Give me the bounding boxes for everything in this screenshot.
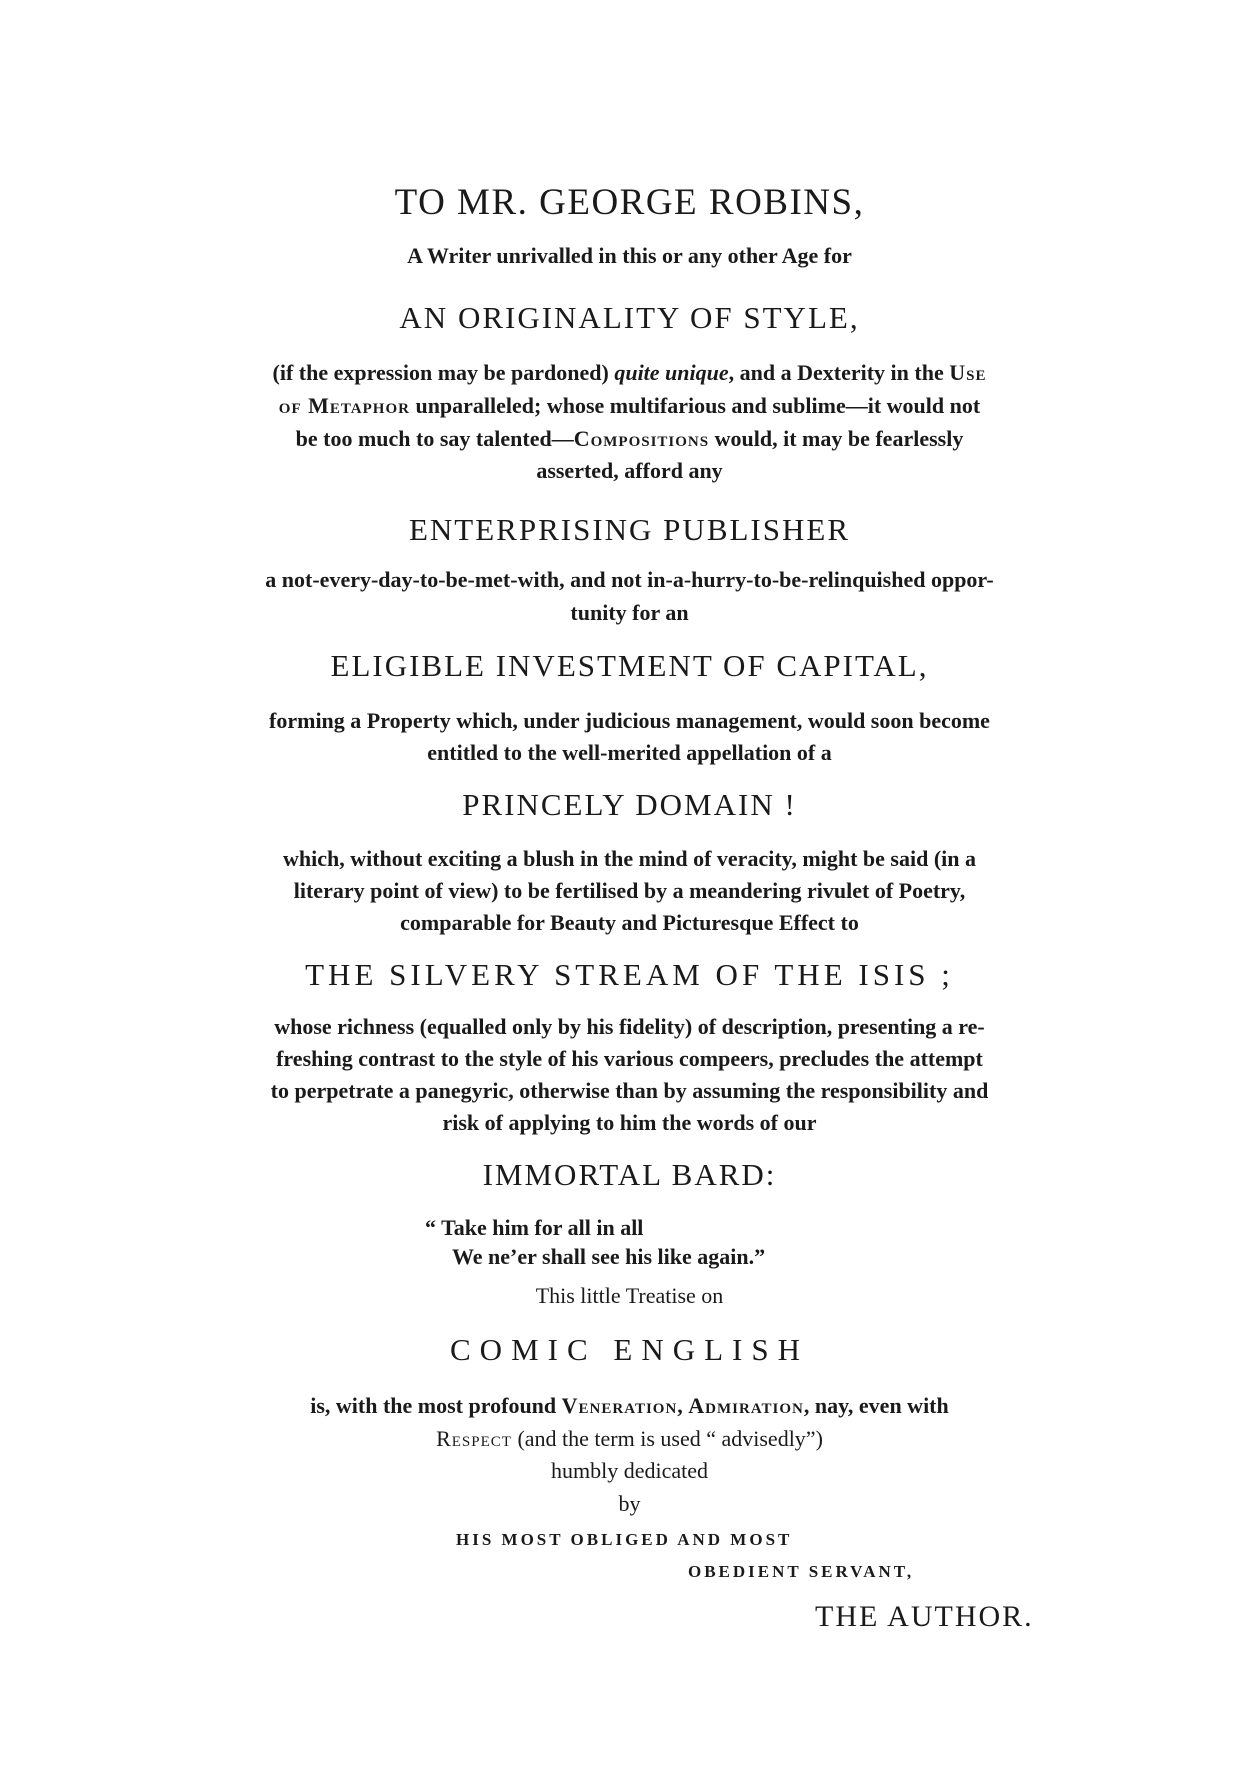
paragraph-line: comparable for Beauty and Picturesque Effect to [400,910,859,935]
paragraph-line: asserted, afford any [536,458,723,483]
heading-bard: IMMORTAL BARD: [482,1157,777,1192]
heading-publisher: ENTERPRISING PUBLISHER [408,512,850,547]
author-signature: THE AUTHOR. [815,1600,1034,1633]
text-run: , nay, even with [803,1393,949,1418]
text-run: is, with the most profound [310,1393,562,1418]
quote-line-1: “ Take him for all in all [425,1215,644,1240]
quote-line-2: We ne’er shall see his like again.” [452,1244,766,1269]
paragraph-line: to perpetrate a panegyric, otherwise than by assuming the responsibility and [270,1078,989,1103]
text-run: would, it may be fearlessly [709,426,964,451]
humbly-dedicated-line: humbly dedicated [550,1458,708,1483]
small-caps-run: Compositions [573,426,710,451]
paragraph-line [0,360,1259,386]
small-caps-run: Use [949,360,987,385]
paragraph-line: whose richness (equalled only by his fidelity) of description, presenting a re- [274,1014,985,1039]
paragraph-line: tunity for an [570,600,689,625]
paragraph-line [0,1393,1259,1419]
paragraph-line: literary point of view) to be fertilised by a meandering rivulet of Poetry, [293,878,966,903]
text-run: , [677,1393,689,1418]
paragraph-line [0,1426,1259,1452]
paragraph-line [0,393,1259,419]
text-run: unparalleled; whose multifarious and sublime—it would not [409,393,981,418]
signature-line-1: HIS MOST OBLIGED AND MOST [456,1530,793,1549]
heading-originality: AN ORIGINALITY OF STYLE, [399,300,860,335]
italic-run: quite unique [614,360,729,385]
small-caps-run: Respect [436,1426,512,1451]
text-run: be too much to say talented— [295,426,574,451]
paragraph-line [0,426,1259,452]
paragraph-line: a not-every-day-to-be-met-with, and not in-a-hurry-to-be-relinquished oppor- [265,567,994,592]
small-caps-run: Admiration [688,1393,804,1418]
paragraph-line: forming a Property which, under judicious management, would soon become [269,708,990,733]
text-run: , and a Dexterity in the [728,360,950,385]
paragraph-line: freshing contrast to the style of his various compeers, precludes the attempt [276,1046,983,1071]
paragraph-line: entitled to the well-merited appellation of a [427,740,832,765]
dedication-intro-line: A Writer unrivalled in this or any other Age for [407,243,852,268]
heading-isis: THE SILVERY STREAM OF THE ISIS ; [305,957,954,992]
text-run: (and the term is used “ advisedly”) [511,1426,823,1451]
small-caps-run: Veneration [561,1393,678,1418]
small-caps-run: of Metaphor [278,393,410,418]
dedication-title: TO MR. GEORGE ROBINS, [394,182,865,223]
text-run: (if the expression may be pardoned) [272,360,615,385]
by-line: by [618,1491,641,1516]
heading-domain: PRINCELY DOMAIN ! [462,787,797,822]
heading-investment: ELIGIBLE INVESTMENT OF CAPITAL, [330,648,929,683]
paragraph-line: which, without exciting a blush in the mind of veracity, might be said (in a [282,846,977,871]
treatise-line: This little Treatise on [535,1283,724,1308]
signature-line-2: OBEDIENT SERVANT, [688,1562,915,1581]
paragraph-line: risk of applying to him the words of our [442,1110,817,1135]
heading-comic-english: COMIC ENGLISH [450,1332,809,1367]
